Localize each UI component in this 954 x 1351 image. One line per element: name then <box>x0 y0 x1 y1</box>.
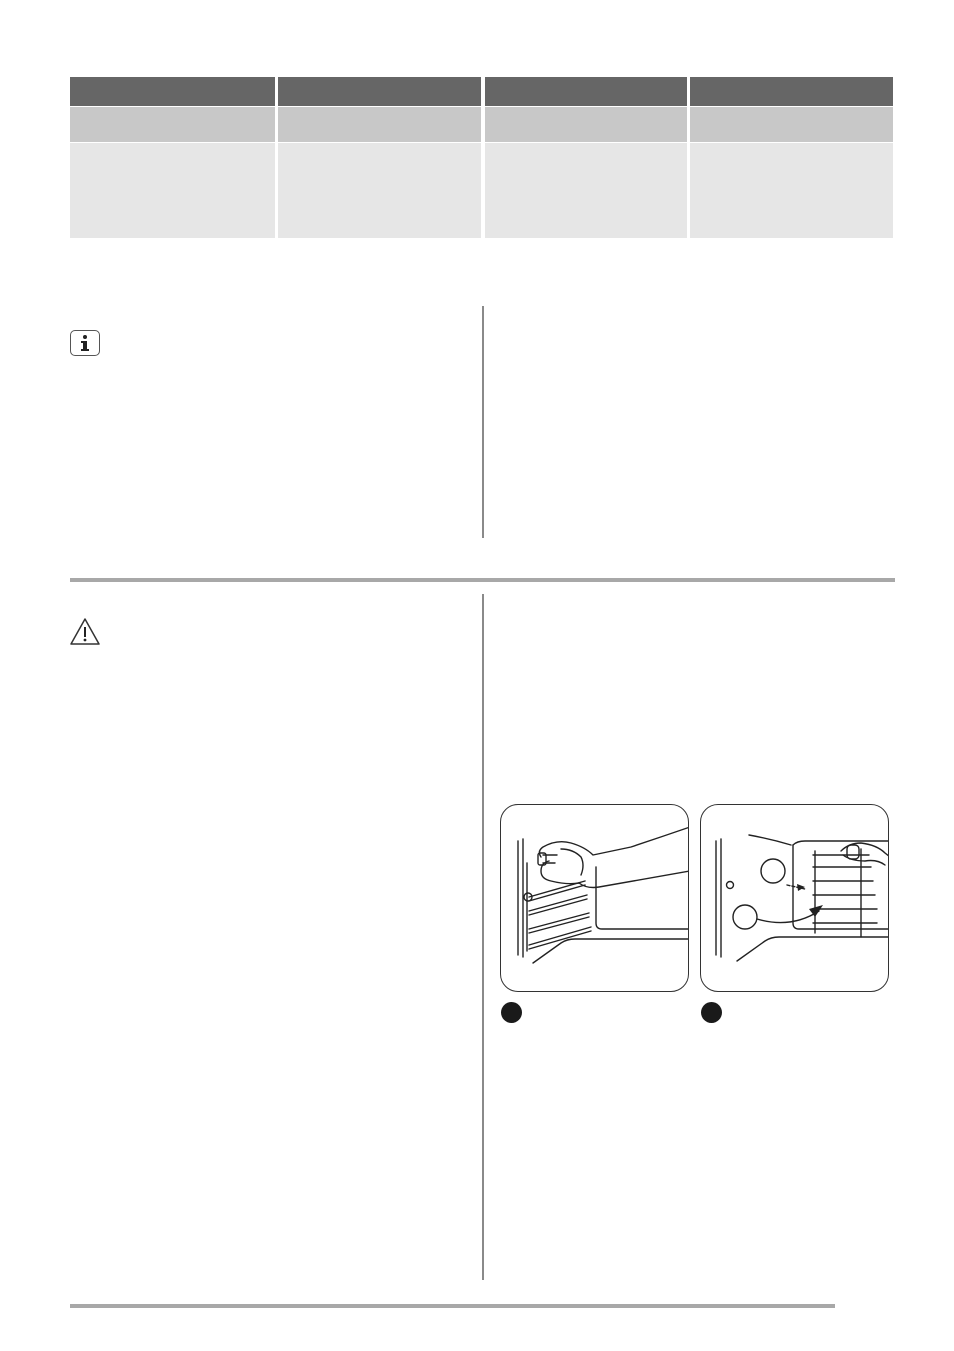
table-row1-cell-1 <box>70 107 275 142</box>
table-header-cell-3 <box>485 77 687 106</box>
callout-a <box>765 863 781 879</box>
table-header-cell-2 <box>278 77 481 106</box>
table-header-cell-4 <box>690 77 893 106</box>
table-row1-cell-4 <box>690 107 893 142</box>
table-row1-cell-3 <box>485 107 687 142</box>
column-divider-upper <box>482 306 484 538</box>
warning-icon <box>69 617 101 647</box>
info-icon <box>70 330 100 356</box>
figure-step-1 <box>500 804 689 992</box>
table-row2-cell-2 <box>278 143 481 238</box>
table-row1-cell-2 <box>278 107 481 142</box>
figure-step-2 <box>700 804 889 992</box>
oven-shelf-support-illustration-1 <box>501 805 689 992</box>
callout-b <box>737 909 753 925</box>
table-row2-cell-4 <box>690 143 893 238</box>
step-2-marker <box>701 1002 722 1023</box>
column-divider-lower <box>482 594 484 1280</box>
table-row2-cell-1 <box>70 143 275 238</box>
table-header-cell-1 <box>70 77 275 106</box>
footer-divider <box>70 1304 835 1308</box>
table-row2-cell-3 <box>485 143 687 238</box>
section-divider <box>70 578 895 582</box>
step-1-marker <box>501 1002 522 1023</box>
oven-shelf-support-illustration-2 <box>701 805 889 992</box>
